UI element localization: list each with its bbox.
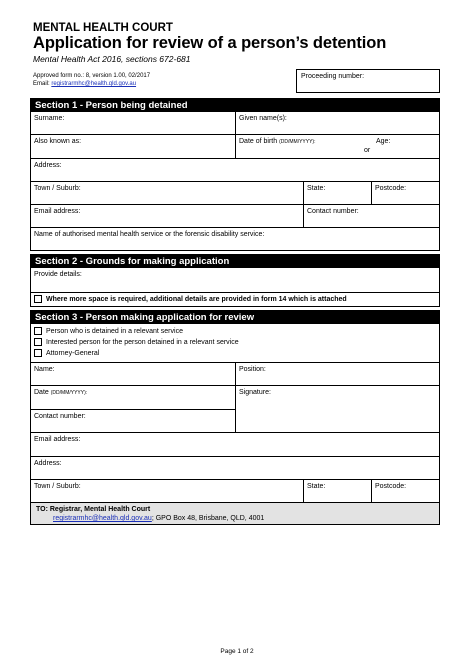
to-postal-address: ; GPO Box 48, Brisbane, QLD, 4001 bbox=[151, 515, 265, 522]
proceeding-number-field[interactable] bbox=[296, 69, 440, 93]
section-3 bbox=[30, 310, 440, 503]
page-number: Page 1 of 2 bbox=[220, 648, 254, 655]
attorney-general-label: Attorney-General bbox=[46, 350, 100, 357]
option-detained-person bbox=[31, 326, 439, 337]
given-names-label: Given name(s): bbox=[239, 115, 287, 122]
registrar-email-link[interactable]: registrarmhc@health.qld.gov.au bbox=[51, 81, 137, 87]
interested-person-label: Interested person for the person detained in a relevant service bbox=[46, 339, 239, 346]
service-name-field[interactable] bbox=[31, 228, 439, 250]
row-details bbox=[31, 268, 439, 292]
row-surname-given bbox=[31, 112, 439, 134]
applicant-email-label: Email address: bbox=[34, 436, 81, 443]
signature-field[interactable] bbox=[235, 386, 439, 432]
applicant-name-label: Name: bbox=[34, 366, 55, 373]
option-interested-person bbox=[31, 337, 439, 348]
contact-number-label: Contact number: bbox=[307, 208, 359, 215]
also-known-as-field[interactable] bbox=[31, 135, 235, 158]
applicant-address-field[interactable] bbox=[31, 457, 439, 479]
row-address bbox=[31, 158, 439, 181]
also-known-as-label: Also known as: bbox=[34, 138, 82, 145]
row-aka-dob-age bbox=[31, 134, 439, 158]
date-field[interactable] bbox=[31, 386, 235, 409]
service-name-label: Name of authorised mental health service or the forensic disability service: bbox=[34, 231, 265, 238]
email-field[interactable] bbox=[31, 205, 303, 227]
email-label: Email address: bbox=[34, 208, 81, 215]
address-label: Address: bbox=[34, 162, 62, 169]
position-label: Position: bbox=[239, 366, 266, 373]
form-title: Application for review of a person’s detention bbox=[33, 34, 387, 52]
dob-label: Date of birth bbox=[239, 138, 278, 145]
row-applicant-address bbox=[31, 456, 439, 479]
applicant-address-label: Address: bbox=[34, 460, 62, 467]
state-label: State: bbox=[307, 185, 326, 192]
applicant-postcode-field[interactable] bbox=[371, 480, 439, 502]
section-3-heading: Section 3 - Person making application for review bbox=[31, 311, 439, 324]
or-label: or bbox=[364, 147, 371, 154]
to-email-link[interactable]: registrarmhc@health.qld.gov.au bbox=[53, 515, 152, 522]
section-2 bbox=[30, 254, 440, 307]
approved-form-number: Approved form no.: 8, version 1.00, 02/2017 bbox=[33, 73, 151, 79]
more-space-checkbox[interactable] bbox=[34, 295, 42, 303]
row-applicant-email bbox=[31, 432, 439, 456]
row-name-position bbox=[31, 362, 439, 385]
dob-age-field[interactable] bbox=[235, 135, 439, 158]
to-registrar-box bbox=[30, 502, 440, 525]
postcode-label: Postcode: bbox=[375, 185, 407, 192]
email-line bbox=[33, 80, 150, 88]
row-date-contact-signature bbox=[31, 385, 439, 432]
surname-field[interactable] bbox=[31, 112, 235, 134]
applicant-contact-label: Contact number: bbox=[34, 413, 86, 420]
section-1-heading: Section 1 - Person being detained bbox=[31, 99, 439, 112]
applicant-postcode-label: Postcode: bbox=[375, 483, 407, 490]
town-field[interactable] bbox=[31, 182, 303, 204]
attorney-general-checkbox[interactable] bbox=[34, 349, 42, 357]
proceeding-number-label: Proceeding number: bbox=[301, 73, 365, 80]
row-applicant-town bbox=[31, 479, 439, 502]
more-space-label: Where more space is required, additional details are provided in form 14 which is attached bbox=[46, 296, 347, 303]
more-space-option bbox=[31, 293, 439, 304]
address-field[interactable] bbox=[31, 159, 439, 181]
state-field[interactable] bbox=[303, 182, 371, 204]
detained-person-checkbox[interactable] bbox=[34, 327, 42, 335]
applicant-email-field[interactable] bbox=[31, 433, 439, 456]
details-label: Provide details: bbox=[34, 271, 82, 278]
town-label: Town / Suburb: bbox=[34, 185, 81, 192]
row-applicant-type bbox=[31, 324, 439, 362]
row-town-state-postcode bbox=[31, 181, 439, 204]
row-service bbox=[31, 227, 439, 250]
to-address-line bbox=[36, 514, 439, 523]
postcode-field[interactable] bbox=[371, 182, 439, 204]
given-names-field[interactable] bbox=[235, 112, 439, 134]
applicant-contact-field[interactable] bbox=[31, 409, 235, 432]
form-subtitle: Mental Health Act 2016, sections 672-681 bbox=[33, 54, 191, 64]
applicant-state-label: State: bbox=[307, 483, 326, 490]
details-field[interactable] bbox=[31, 268, 439, 292]
email-label: Email: bbox=[33, 81, 50, 87]
option-attorney-general bbox=[31, 348, 439, 359]
row-email-contact bbox=[31, 204, 439, 227]
approved-form-info bbox=[33, 72, 150, 88]
to-label: TO: Registrar, Mental Health Court bbox=[36, 506, 151, 513]
court-title: MENTAL HEALTH COURT bbox=[33, 22, 173, 34]
date-label: Date bbox=[34, 389, 49, 396]
section-1 bbox=[30, 98, 440, 251]
contact-number-field[interactable] bbox=[303, 205, 439, 227]
applicant-name-field[interactable] bbox=[31, 363, 235, 385]
signature-label: Signature: bbox=[239, 389, 271, 396]
interested-person-checkbox[interactable] bbox=[34, 338, 42, 346]
detained-person-label: Person who is detained in a relevant service bbox=[46, 328, 183, 335]
position-field[interactable] bbox=[235, 363, 439, 385]
applicant-state-field[interactable] bbox=[303, 480, 371, 502]
age-label: Age: bbox=[376, 138, 391, 145]
row-more-space bbox=[31, 292, 439, 306]
applicant-town-label: Town / Suburb: bbox=[34, 483, 81, 490]
dob-format: (DD/MM/YYYY): bbox=[279, 139, 316, 145]
applicant-town-field[interactable] bbox=[31, 480, 303, 502]
section-2-heading: Section 2 - Grounds for making application bbox=[31, 255, 439, 268]
date-format: (DD/MM/YYYY): bbox=[50, 390, 88, 396]
surname-label: Surname: bbox=[34, 115, 65, 122]
